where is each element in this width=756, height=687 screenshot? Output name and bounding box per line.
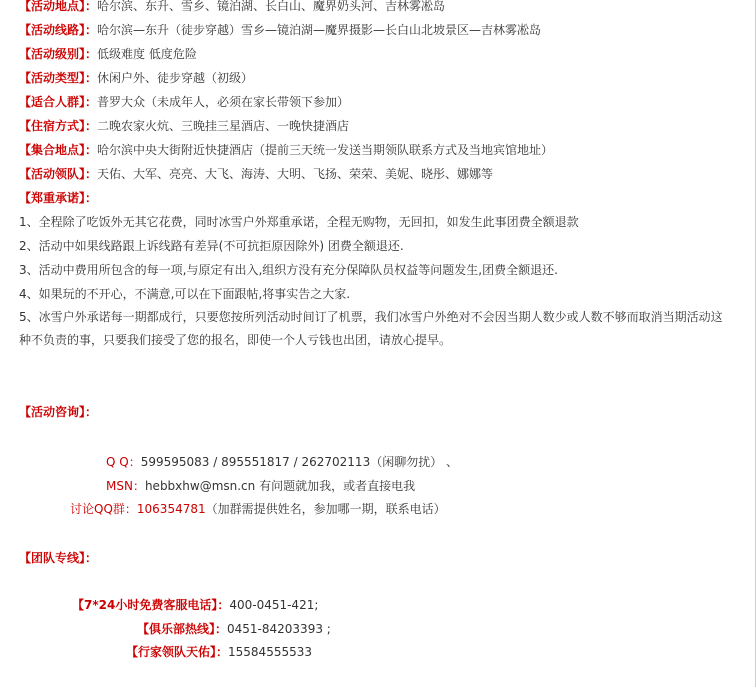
qq-numbers: 599595083 / 895551817 / 262702113（闲聊勿扰） 、 — [140, 455, 459, 469]
info-value: 天佑、大军、亮亮、大飞、海涛、大明、飞扬、荣荣、美妮、晓彤、娜娜等 — [97, 167, 494, 181]
hotline-service — [72, 597, 318, 613]
hotline-label: 【行家领队天佑】： — [126, 645, 229, 659]
hotline-value: 15584555533 — [228, 645, 312, 659]
promise-item: 4、如果玩的不开心，不满意,可以在下面跟帖,将事实告之大家. — [19, 287, 351, 301]
msn-value: hebbxhw@msn.cn 有问题就加我，或者直接电我 — [144, 479, 416, 493]
hotline-label: 【俱乐部热线】： — [137, 622, 228, 636]
info-label: 【活动地点】： — [19, 0, 98, 13]
info-value: 休闲户外、徒步穿越（初级） — [97, 71, 254, 85]
msn-label: MSN： — [106, 479, 145, 493]
qq-contact — [106, 454, 458, 470]
info-value: 二晚农家火炕、三晚挂三星酒店、一晚快捷酒店 — [97, 119, 350, 133]
qq-group-label: 讨论QQ群： — [70, 502, 137, 516]
info-label: 【活动领队】： — [19, 167, 98, 181]
promise-item: 5、冰雪户外承诺每一期都成行，只要您按所列活动时间订了机票，我们冰雪户外绝对不会因当期人数少或人数不够而取消当期活动这种不负责的事，只要我们接受了您的报名，即使一个人亏钱也出团，请放心提早。 — [19, 310, 723, 347]
info-row-type — [19, 70, 253, 86]
promise-heading-text: 【郑重承诺】： — [19, 191, 98, 205]
hotline-value: 0451-84203393 ; — [227, 622, 331, 636]
info-value: 哈尔滨中央大街附近快捷酒店（提前三天统一发送当期领队联系方式及当地宾馆地址） — [97, 143, 554, 157]
promise-item: 2、活动中如果线路跟上诉线路有差异(不可抗拒原因除外) 团费全额退还. — [19, 239, 404, 253]
info-label: 【适合人群】： — [19, 95, 98, 109]
info-row-leaders — [19, 166, 493, 182]
hotline-label: 【7*24小时免费客服电话】： — [72, 598, 230, 612]
qq-label: Q Q： — [106, 455, 141, 469]
hotline-club — [137, 621, 331, 637]
hotline-leader — [126, 644, 312, 660]
info-label: 【集合地点】： — [19, 143, 98, 157]
promise-item: 1、全程除了吃饭外无其它花费，同时冰雪户外郑重承诺，全程无购物，无回扣，如发生此事团费全额退款 — [19, 215, 579, 229]
team-heading — [19, 550, 97, 566]
qq-group-number: 106354781 — [136, 502, 206, 516]
info-label: 【活动线路】： — [19, 23, 98, 37]
team-heading-text: 【团队专线】： — [19, 551, 98, 565]
info-row-lodging — [19, 118, 349, 134]
hotline-value: 400-0451-421; — [229, 598, 319, 612]
qq-group-contact — [70, 501, 446, 517]
info-row-audience — [19, 94, 349, 110]
info-label: 【活动级别】： — [19, 47, 98, 61]
info-value: 低级难度 低度危险 — [97, 47, 197, 61]
promise-item: 3、活动中费用所包含的每一项,与原定有出入,组织方没有充分保障队员权益等问题发生,团费全额退还. — [19, 263, 558, 277]
info-value: 哈尔滨—东升（徒步穿越）雪乡—镜泊湖—魔界摄影—长白山北坡景区—吉林雾凇岛 — [97, 23, 542, 37]
info-value: 哈尔滨、东升、雪乡、镜泊湖、长白山、魔界奶头河、吉林雾凇岛 — [97, 0, 446, 13]
info-label: 【活动类型】： — [19, 71, 98, 85]
consult-heading — [19, 404, 97, 420]
msn-contact — [106, 478, 415, 494]
info-row-meeting-point — [19, 142, 553, 158]
qq-group-note: （加群需提供姓名，参加哪一期，联系电话） — [205, 502, 446, 516]
promise-heading — [19, 190, 97, 206]
info-row-location — [19, 0, 445, 14]
info-row-level — [19, 46, 197, 62]
consult-heading-text: 【活动咨询】： — [19, 405, 98, 419]
info-label: 【住宿方式】： — [19, 119, 98, 133]
info-value: 普罗大众（未成年人，必须在家长带领下参加） — [97, 95, 350, 109]
info-row-route — [19, 22, 541, 38]
